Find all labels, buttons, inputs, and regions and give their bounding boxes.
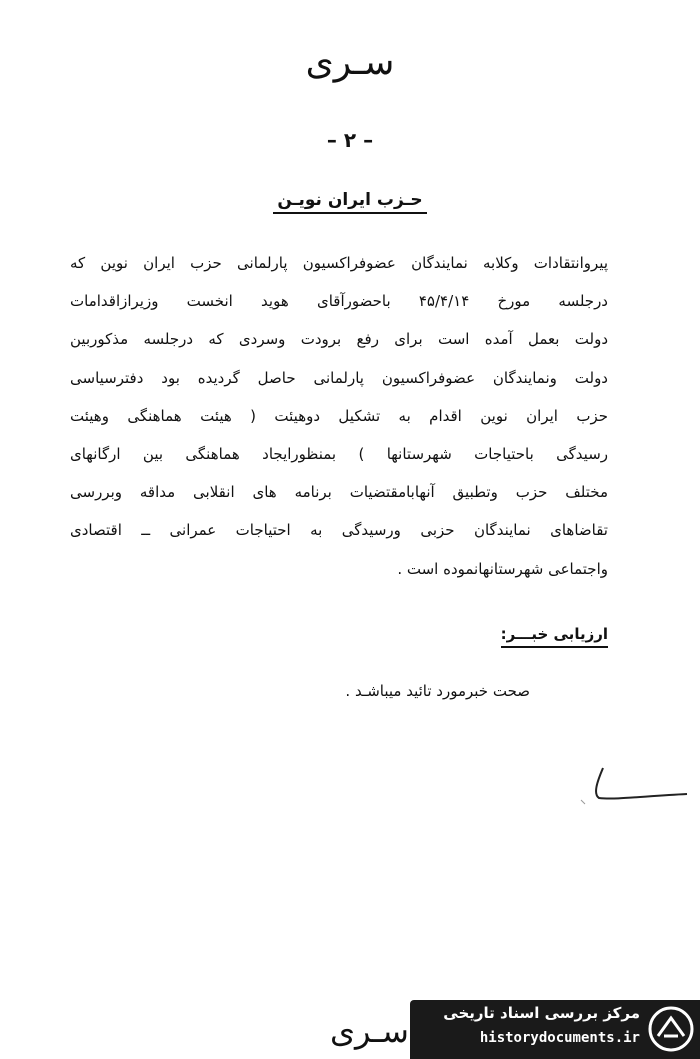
- page-number: – ۲ –: [326, 128, 374, 152]
- body-line: درجلسه مورخ ۴۵/۴/۱۴ باحضورآقای هوید انخست وزیرازاقدامات: [70, 292, 608, 311]
- evaluation-text: صحت خبرمورد تائید میباشـد .: [345, 682, 530, 700]
- body-line: پیروانتقادات وکلابه نمایندگان عضوفراکسیون پارلمانی حزب ایران نوین که: [70, 254, 608, 272]
- body-line: تقاضاهای نمایندگان حزبی ورسیدگی به احتیاجات عمرانی ــ اقتصادی: [70, 521, 608, 540]
- classification-stamp-top: سـری: [305, 42, 395, 83]
- body-paragraph: [70, 244, 608, 588]
- body-line: دولت ونمایندگان عضوفراکسیون پارلمانی حاصل گردیده بود دفترسیاسی: [70, 368, 608, 387]
- watermark-title: مرکز بررسی اسناد تاریخی: [443, 1004, 640, 1022]
- handwritten-margin-mark: [575, 760, 695, 820]
- body-line: رسیدگی باحتیاجات شهرستانها ) بمنظورایجاد هماهنگی بین ارگانهای: [70, 445, 608, 464]
- evaluation-label-text: ارزیابی خبـــر:: [501, 625, 608, 648]
- body-line: مختلف حزب وتطبیق آنهابامقتضیات برنامه های انقلابی مداقه وبررسی: [70, 483, 608, 502]
- body-line: حزب ایران نوین اقدام به تشکیل دوهیئت ( هیئت هماهنگی وهیئت: [70, 406, 608, 425]
- heading-text: حـزب ایران نویـن: [273, 190, 426, 214]
- evaluation-label: [501, 625, 608, 643]
- watermark-url: historydocuments.ir: [479, 1030, 640, 1046]
- body-line: واجتماعی شهرستانهانموده است .: [397, 559, 608, 578]
- archive-watermark: [410, 1000, 700, 1059]
- document-heading: [0, 190, 700, 210]
- classification-stamp-bottom: سـری: [330, 1012, 409, 1050]
- body-line: دولت بعمل آمده است برای رفع برودت وسردی که درجلسه مذکوربین: [70, 330, 608, 349]
- archive-logo-icon: [648, 1006, 694, 1052]
